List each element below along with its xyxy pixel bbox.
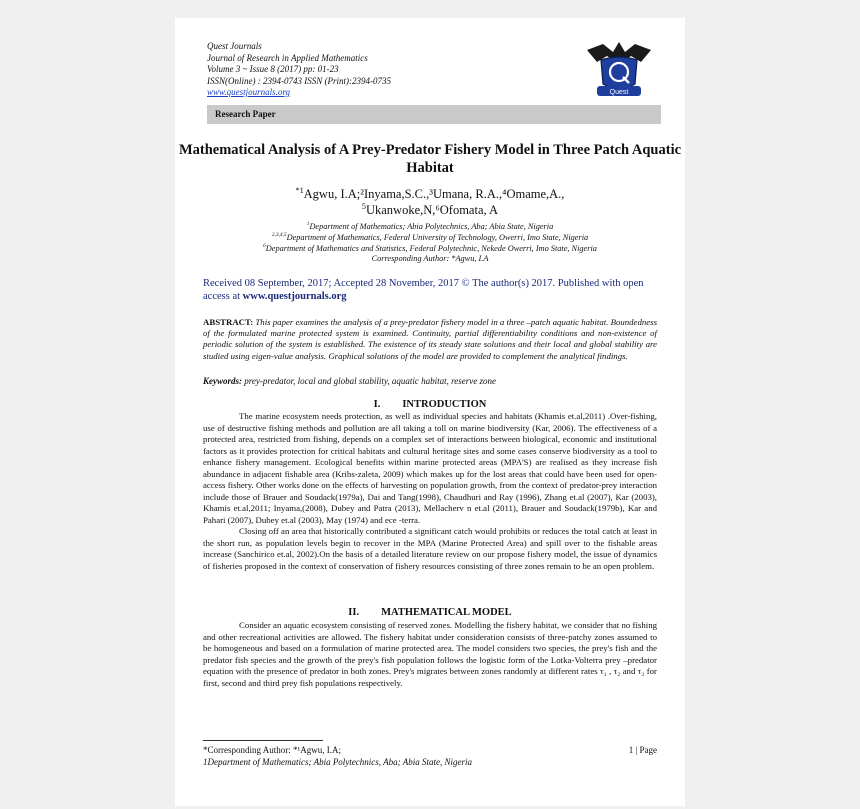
journal-volume: Volume 3 ~ Issue 8 (2017) pp: 01-23	[207, 64, 339, 74]
received-notice	[203, 277, 657, 303]
paper-type-label: Research Paper	[215, 109, 276, 119]
paper-title: Mathematical Analysis of A Prey-Predator Fishery Model in Three Patch Aquatic Habitat	[178, 142, 682, 176]
svg-text:Quest: Quest	[609, 89, 629, 96]
authors-line-2: Ukanwoke,N,⁶Ofomata, A	[365, 203, 499, 217]
affiliations	[175, 222, 685, 265]
page-footer	[203, 745, 657, 768]
quest-journals-logo	[583, 40, 655, 100]
journal-name: Quest Journals	[207, 41, 262, 51]
author-sup: *1	[295, 185, 304, 195]
keywords-label: Keywords:	[203, 376, 242, 386]
paper-page	[175, 18, 685, 806]
received-site-link[interactable]: www.questjournals.org	[242, 291, 347, 302]
corresponding-author: Corresponding Author: *Agwu, I.A	[371, 254, 489, 264]
journal-issn: ISSN(Online) : 2394-0743 ISSN (Print):2394-0735	[207, 75, 391, 86]
received-text: Received 08 September, 2017; Accepted 28 November, 2017 © The author(s) 2017. Published with open access at	[203, 278, 644, 302]
paper-type-bar	[207, 105, 661, 124]
footer-affiliation: 1Department of Mathematics; Abia Polytechnics, Aba; Abia State, Nigeria	[203, 756, 472, 767]
journal-full-title: Journal of Research in Applied Mathematics	[207, 52, 368, 63]
affiliation-3: $^6$Department of Mathematics and Statistics, Federal Polytechnic, Nekede Owerri, Imo State, Nigeria	[263, 242, 597, 253]
abstract	[203, 317, 657, 362]
intro-paragraph-1: The marine ecosystem needs protection, as well as individual species and habitats (Khamis et.al,2011) .Over-fishing, use of destructive fishing methods and pollution are all taking a toll on marine biodiversity (Kar, 2006). The effectiveness of a protected area, restricted from fishing, depends on a complex set of interactions between biological, economic and institutional factors as it provides protection for critical habitats and cultural heritage sites and some cases conserve biodiversity as a tool to enhance fishery management. Ecological benefits within marine protected areas (MPA'S) are realised as they increase fish abundance in adjacent fishable area (Kribs-zaleta, 2009) which makes up for the lost areas that could have been used for open-access fishery. Other works done on the effects of harvesting on population growth, from the context of predator-prey interaction include those of Brauer and Soudack(1979a), Dai and Tang(1998), Chaudhuri and Ray (1996), Zhang et.al (2007), Kar (2003), Khamis et.al,2011; Inyama,(2008), Dubey and Patra (2013), Mellacherv n et.al (2011), Brauer and Soudack(1979b), Kar and Pahari (2007), Dubey et.al (2003), May (1974) and ece -terra.	[203, 411, 657, 525]
keywords-text: prey-predator, local and global stability, aquatic habitat, reserve zone	[244, 376, 496, 386]
journal-website-link[interactable]: www.questjournals.org	[207, 87, 291, 97]
page-number: 1 | Page	[628, 745, 657, 755]
footer-corresponding-author: *Corresponding Author: *¹Agwu, I.A;	[203, 745, 341, 755]
affiliation-1: $^1$Department of Mathematics; Abia Polytechnics, Aba; Abia State, Nigeria	[306, 221, 554, 231]
authors-line-1: Agwu, I.A;²Inyama,S.C.,³Umana, R.A.,⁴Omame,A.,	[303, 187, 565, 201]
footnote-rule	[203, 740, 323, 741]
intro-paragraph-2: Closing off an area that historically contributed a significant catch would prohibits or reduces the total catch at least in the short run, as population levels begin to recover in the MPA (Marine Protected Area) and spill over to the fishable areas increase (Sanchirico et.al, 2002).On the basis of a detailed literature review on our propose fishery model, the issue of dynamics of fisheries proposed in the context of conservation of fishery resources consisting of three zones remain to be an open problem.	[203, 526, 657, 571]
model-paragraph-1: Consider an aquatic ecosystem consisting of reserved zones. Modelling the fishery habitat, we consider that no fishing and other recreational activities are allowed. The fishery habitat under consideration consists of three-patchy zones assumed to be homogeneous and based on a formulation of marine protected area. The model considers two species, the prey's fish and the predator fish species and the growth of the prey's fish population follows the logistic form of the Lotka-Volterra prey –predator equation with the presence of predator in both zones. Prey's migrates between zones randomly at different rates τ₁ , τ₂ and τ₃ for first, second and third prey fish populations respectively.	[203, 620, 657, 688]
section-heading-introduction: I. INTRODUCTION	[373, 399, 487, 410]
author-sup: 5	[361, 201, 366, 211]
section-model-body	[203, 620, 657, 689]
keywords	[203, 376, 657, 386]
section-introduction-body	[203, 411, 657, 572]
journal-header	[207, 41, 391, 99]
affiliation-2: $^{2,3,4,5}$Department of Mathematics, Federal University of Technology, Owerri, Imo State, Nigeria	[271, 232, 589, 242]
abstract-text: This paper examines the analysis of a prey-predator fishery model in a three –patch aquatic habitat. Boundedness of the formulated marine protected system is examined. Continuity, partial differentiability conditions and non-existence of periodic solution of the system is established. The existence of its steady state solutions and their local and global stability are studied using eigen-value analysis. Graphical solutions of the model are provided to complement the analytical findings.	[203, 317, 658, 361]
section-heading-mathematical-model: II. MATHEMATICAL MODEL	[348, 607, 512, 618]
author-list	[175, 186, 685, 218]
abstract-label: ABSTRACT:	[203, 317, 254, 327]
